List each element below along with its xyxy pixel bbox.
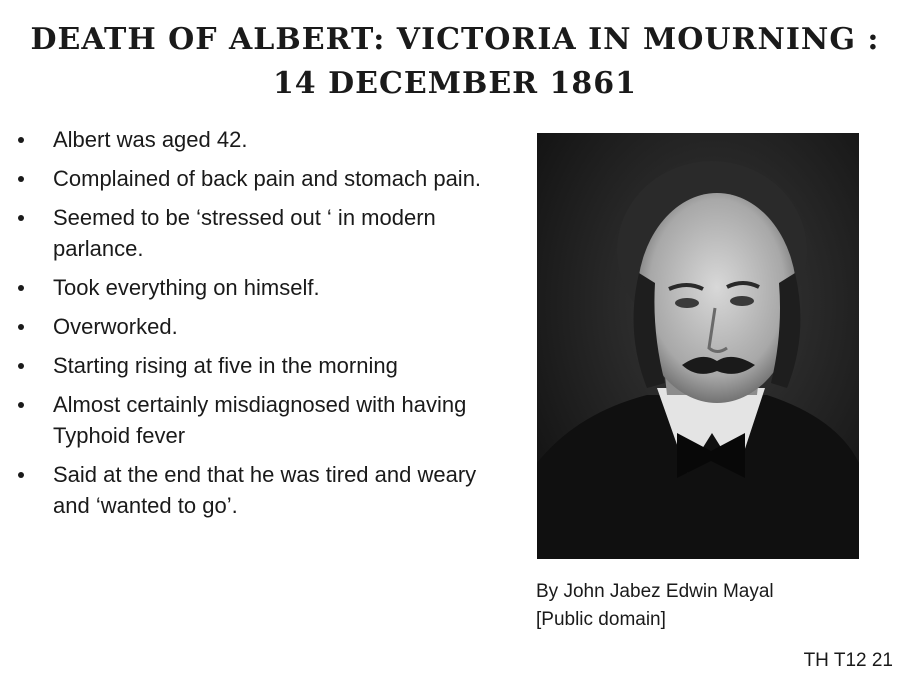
bullet-icon	[18, 472, 24, 478]
portrait-illustration	[537, 133, 859, 559]
bullet-icon	[18, 215, 24, 221]
title-line-1: DEATH OF ALBERT: VICTORIA IN MOURNING :	[30, 22, 880, 57]
caption-license: [Public domain]	[536, 609, 666, 630]
bullet-text: Albert was aged 42.	[53, 127, 248, 152]
bullet-icon	[18, 137, 24, 143]
bullet-item	[14, 202, 514, 264]
slide-code: TH T12 21	[803, 650, 893, 671]
bullet-text: Starting rising at five in the morning	[53, 353, 398, 378]
bullet-text: Seemed to be ‘stressed out ‘ in modern parlance.	[53, 205, 436, 261]
bullet-icon	[18, 176, 24, 182]
bullet-text: Said at the end that he was tired and weary and ‘wanted to go’.	[53, 462, 477, 518]
portrait-photo	[537, 133, 859, 559]
caption-author: By John Jabez Edwin Mayal	[536, 581, 774, 602]
bullet-item	[14, 350, 514, 381]
bullet-icon	[18, 363, 24, 369]
bullet-item	[14, 163, 514, 194]
bullet-text: Overworked.	[53, 314, 178, 339]
bullet-icon	[18, 402, 24, 408]
bullet-item	[14, 389, 514, 451]
bullet-item	[14, 272, 514, 303]
bullet-item	[14, 459, 514, 521]
title-line-2: 14 DECEMBER 1861	[272, 66, 638, 101]
bullet-icon	[18, 324, 24, 330]
slide-title	[20, 18, 890, 106]
bullet-item	[14, 124, 514, 155]
bullet-text: Almost certainly misdiagnosed with having Typhoid fever	[53, 392, 467, 448]
photo-caption	[536, 578, 866, 634]
bullet-icon	[18, 285, 24, 291]
bullet-item	[14, 311, 514, 342]
bullet-text: Complained of back pain and stomach pain.	[53, 166, 482, 191]
bullet-text: Took everything on himself.	[53, 275, 320, 300]
bullet-list	[14, 124, 514, 529]
